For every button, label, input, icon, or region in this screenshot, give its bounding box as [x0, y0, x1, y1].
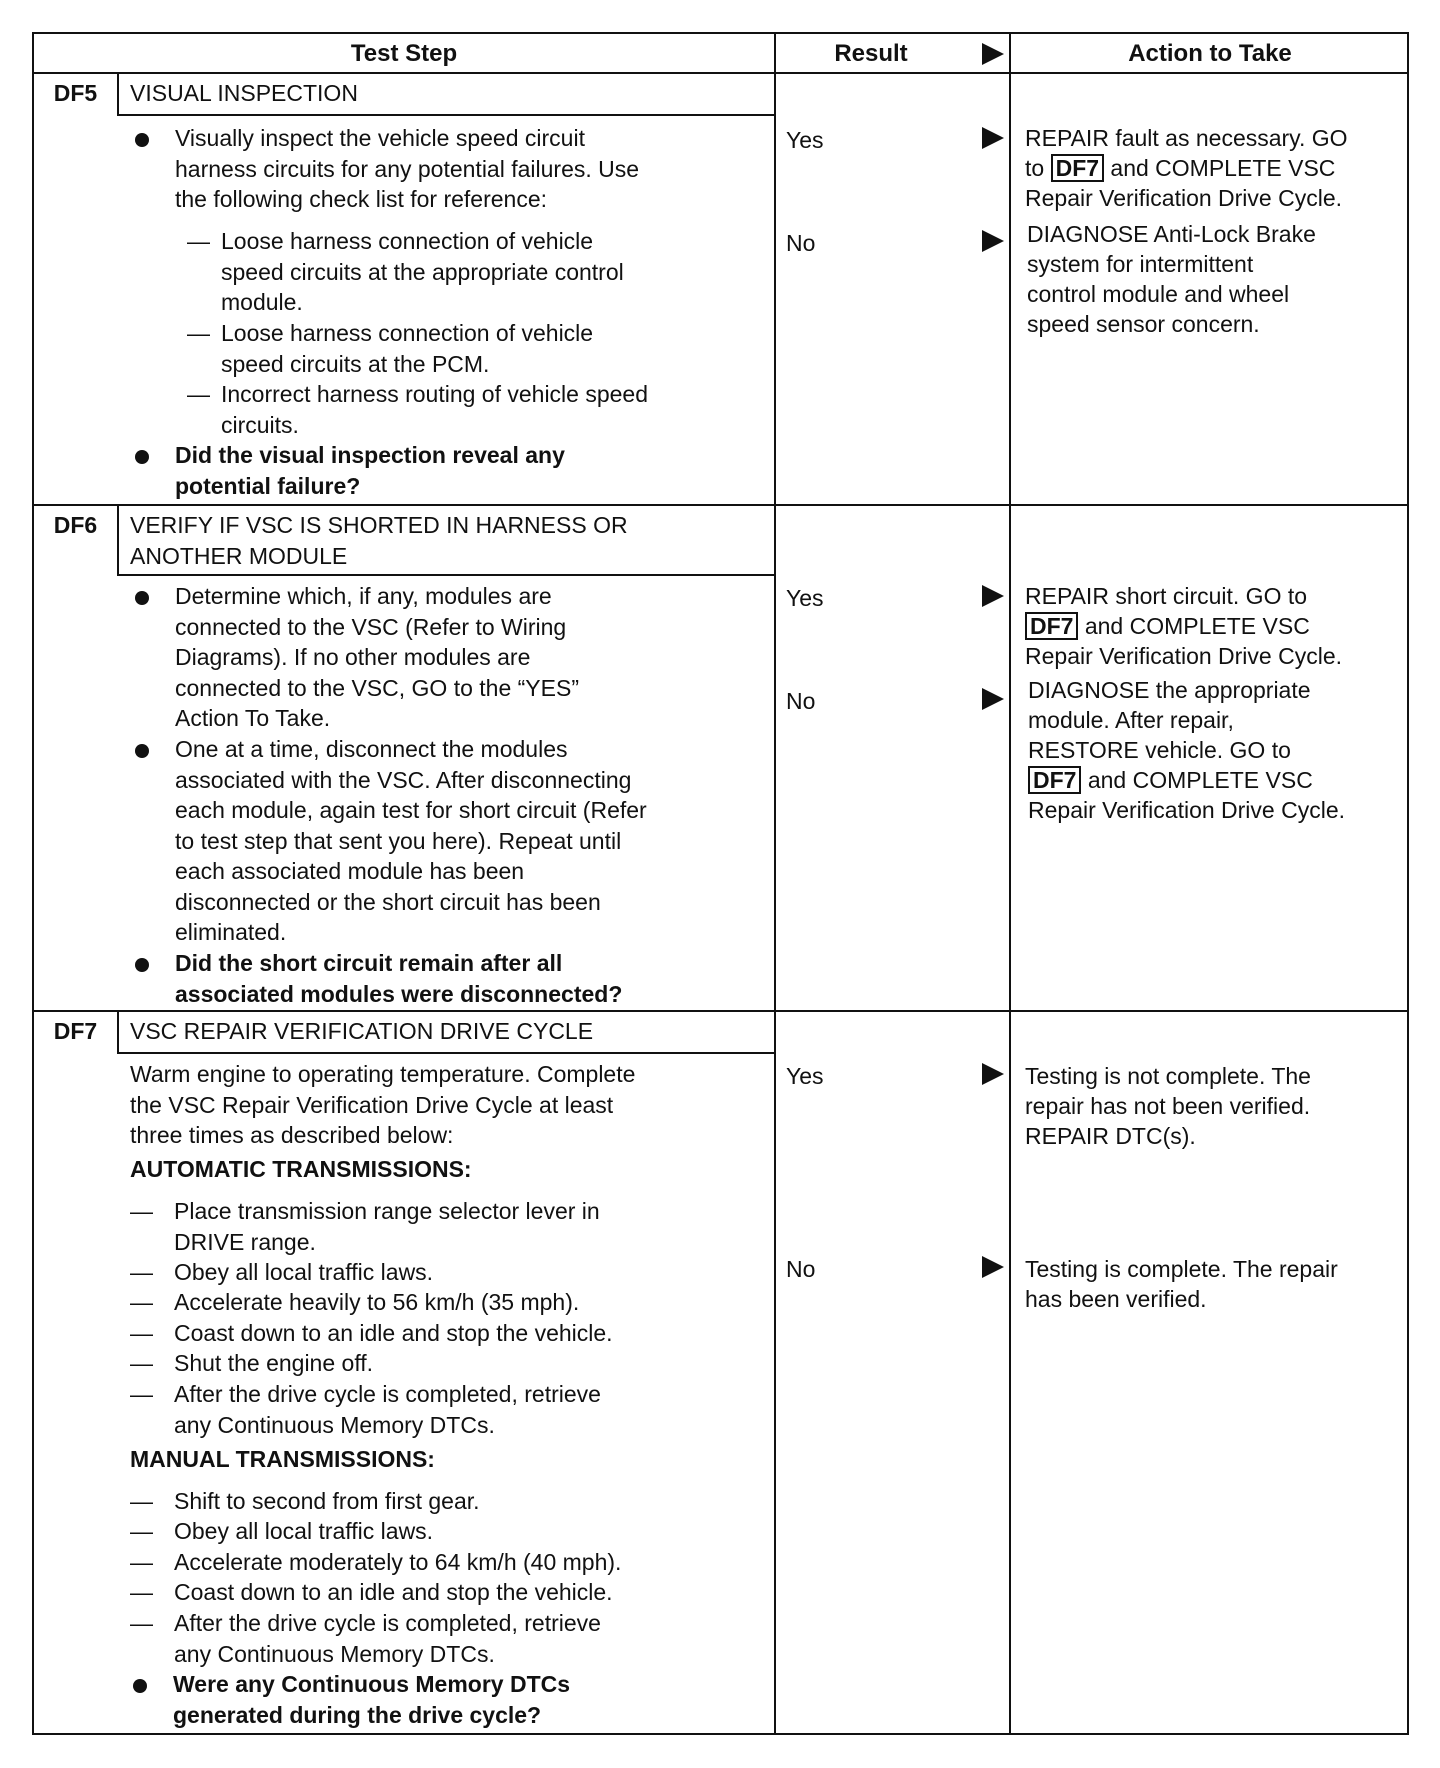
header-arrow-icon	[982, 43, 1004, 65]
auto-item-3: Accelerate heavily to 56 km/h (35 mph).	[174, 1289, 580, 1315]
df7-intro: Warm engine to operating temperature. Complete the VSC Repair Verification Drive Cycle at least three times as described below:	[130, 1061, 636, 1148]
df5-check-3: Incorrect harness routing of vehicle speed circuits.	[221, 381, 649, 438]
dash-icon: —	[130, 1488, 153, 1514]
header-test-step: Test Step	[350, 40, 458, 67]
df6-title: VERIFY IF VSC IS SHORTED IN HARNESS OR ANOTHER MODULE	[130, 512, 628, 569]
dash-icon: —	[130, 1518, 153, 1544]
df5-code-divider	[117, 72, 119, 114]
bullet-icon	[135, 591, 149, 605]
dash-icon: —	[130, 1198, 153, 1224]
df7-yes-arrow-icon	[982, 1063, 1004, 1085]
manual-item-1: Shift to second from first gear.	[174, 1488, 480, 1514]
df7-code-divider	[117, 1010, 119, 1052]
auto-item-6: After the drive cycle is completed, retrieve any Continuous Memory DTCs.	[174, 1381, 601, 1438]
df7-reference-box: DF7	[1025, 612, 1078, 640]
df7-no: No	[786, 1256, 816, 1282]
df6-yes: Yes	[786, 585, 824, 611]
df6-no-arrow-icon	[982, 688, 1004, 710]
dash-icon: —	[130, 1320, 153, 1346]
df7-code: DF7	[53, 1018, 98, 1044]
dash-icon: —	[130, 1610, 153, 1636]
df7-question: Were any Continuous Memory DTCs generated during the drive cycle?	[173, 1671, 571, 1728]
df7-title-divider	[117, 1052, 774, 1054]
df6-code-divider	[117, 504, 119, 574]
manual-item-4: Coast down to an idle and stop the vehicle.	[174, 1579, 613, 1605]
df5-bottom-divider	[34, 504, 1407, 506]
df6-question: Did the short circuit remain after all associated modules were disconnected?	[175, 950, 623, 1007]
dash-icon: —	[187, 320, 210, 346]
dash-icon: —	[187, 228, 210, 254]
df5-title-divider	[117, 114, 774, 116]
df5-check-1: Loose harness connection of vehicle speed circuits at the appropriate control module.	[221, 228, 624, 315]
df5-title: VISUAL INSPECTION	[130, 80, 358, 106]
df7-reference-box: DF7	[1028, 766, 1081, 794]
dash-icon: —	[130, 1549, 153, 1575]
df7-title: VSC REPAIR VERIFICATION DRIVE CYCLE	[130, 1018, 594, 1044]
bullet-icon	[135, 958, 149, 972]
auto-item-1: Place transmission range selector lever in DRIVE range.	[174, 1198, 600, 1255]
df6-no: No	[786, 688, 816, 714]
df7-no-arrow-icon	[982, 1256, 1004, 1278]
header-action: Action to Take	[1128, 40, 1292, 67]
bullet-icon	[133, 1679, 147, 1693]
automatic-transmissions-heading: AUTOMATIC TRANSMISSIONS:	[130, 1156, 472, 1182]
df6-title-divider	[117, 574, 774, 576]
df7-reference-box: DF7	[1051, 154, 1104, 182]
bullet-icon	[135, 133, 149, 147]
auto-item-2: Obey all local traffic laws.	[174, 1259, 434, 1285]
df6-bullet-1: Determine which, if any, modules are connected to the VSC (Refer to Wiring Diagrams). If no other modules are connected to the VSC, GO to the “YES” Action To Take.	[175, 583, 579, 731]
bullet-icon	[135, 450, 149, 464]
dash-icon: —	[130, 1289, 153, 1315]
df5-no-action: DIAGNOSE Anti-Lock Brake system for intermittent control module and wheel speed sensor concern.	[1027, 221, 1316, 337]
df5-check-2: Loose harness connection of vehicle speed circuits at the PCM.	[221, 320, 594, 377]
dash-icon: —	[187, 381, 210, 407]
header-result: Result	[834, 40, 908, 67]
manual-transmissions-heading: MANUAL TRANSMISSIONS:	[130, 1446, 435, 1472]
column-divider-result	[774, 34, 776, 1733]
df6-no-action: DIAGNOSE the appropriate module. After repair, RESTORE vehicle. GO to DF7 and COMPLETE VSC Repair Verification Drive Cycle.	[1028, 677, 1346, 823]
bullet-icon	[135, 744, 149, 758]
manual-item-3: Accelerate moderately to 64 km/h (40 mph).	[174, 1549, 622, 1575]
dash-icon: —	[130, 1350, 153, 1376]
df5-yes: Yes	[786, 127, 824, 153]
dash-icon: —	[130, 1259, 153, 1285]
manual-item-5: After the drive cycle is completed, retrieve any Continuous Memory DTCs.	[174, 1610, 601, 1667]
df5-bullet-1: Visually inspect the vehicle speed circuit harness circuits for any potential failures. Use the following check list for reference:	[175, 125, 640, 212]
df5-no-arrow-icon	[982, 230, 1004, 252]
df7-yes-action: Testing is not complete. The repair has not been verified. REPAIR DTC(s).	[1025, 1063, 1311, 1149]
df5-code: DF5	[53, 80, 98, 106]
df7-yes: Yes	[786, 1063, 824, 1089]
df5-question: Did the visual inspection reveal any potential failure?	[175, 442, 565, 499]
manual-item-2: Obey all local traffic laws.	[174, 1518, 434, 1544]
df7-no-action: Testing is complete. The repair has been verified.	[1025, 1256, 1338, 1312]
df6-yes-action: REPAIR short circuit. GO to DF7 and COMPLETE VSC Repair Verification Drive Cycle.	[1025, 583, 1343, 669]
df6-code: DF6	[53, 512, 98, 538]
auto-item-5: Shut the engine off.	[174, 1350, 374, 1376]
header-divider	[34, 72, 1407, 74]
dash-icon: —	[130, 1381, 153, 1407]
df6-bottom-divider	[34, 1010, 1407, 1012]
df6-yes-arrow-icon	[982, 585, 1004, 607]
df5-no: No	[786, 230, 816, 256]
df5-yes-arrow-icon	[982, 127, 1004, 149]
column-divider-action	[1009, 34, 1011, 1733]
test-step-table	[32, 32, 1409, 1735]
auto-item-4: Coast down to an idle and stop the vehicle.	[174, 1320, 613, 1346]
dash-icon: —	[130, 1579, 153, 1605]
df5-yes-action: REPAIR fault as necessary. GO to DF7 and COMPLETE VSC Repair Verification Drive Cycle.	[1025, 125, 1348, 211]
df6-bullet-2: One at a time, disconnect the modules associated with the VSC. After disconnecting each module, again test for short circuit (Refer to test step that sent you here). Repeat until each associated module has been disconnected or the short circuit has been eliminated.	[175, 736, 647, 945]
